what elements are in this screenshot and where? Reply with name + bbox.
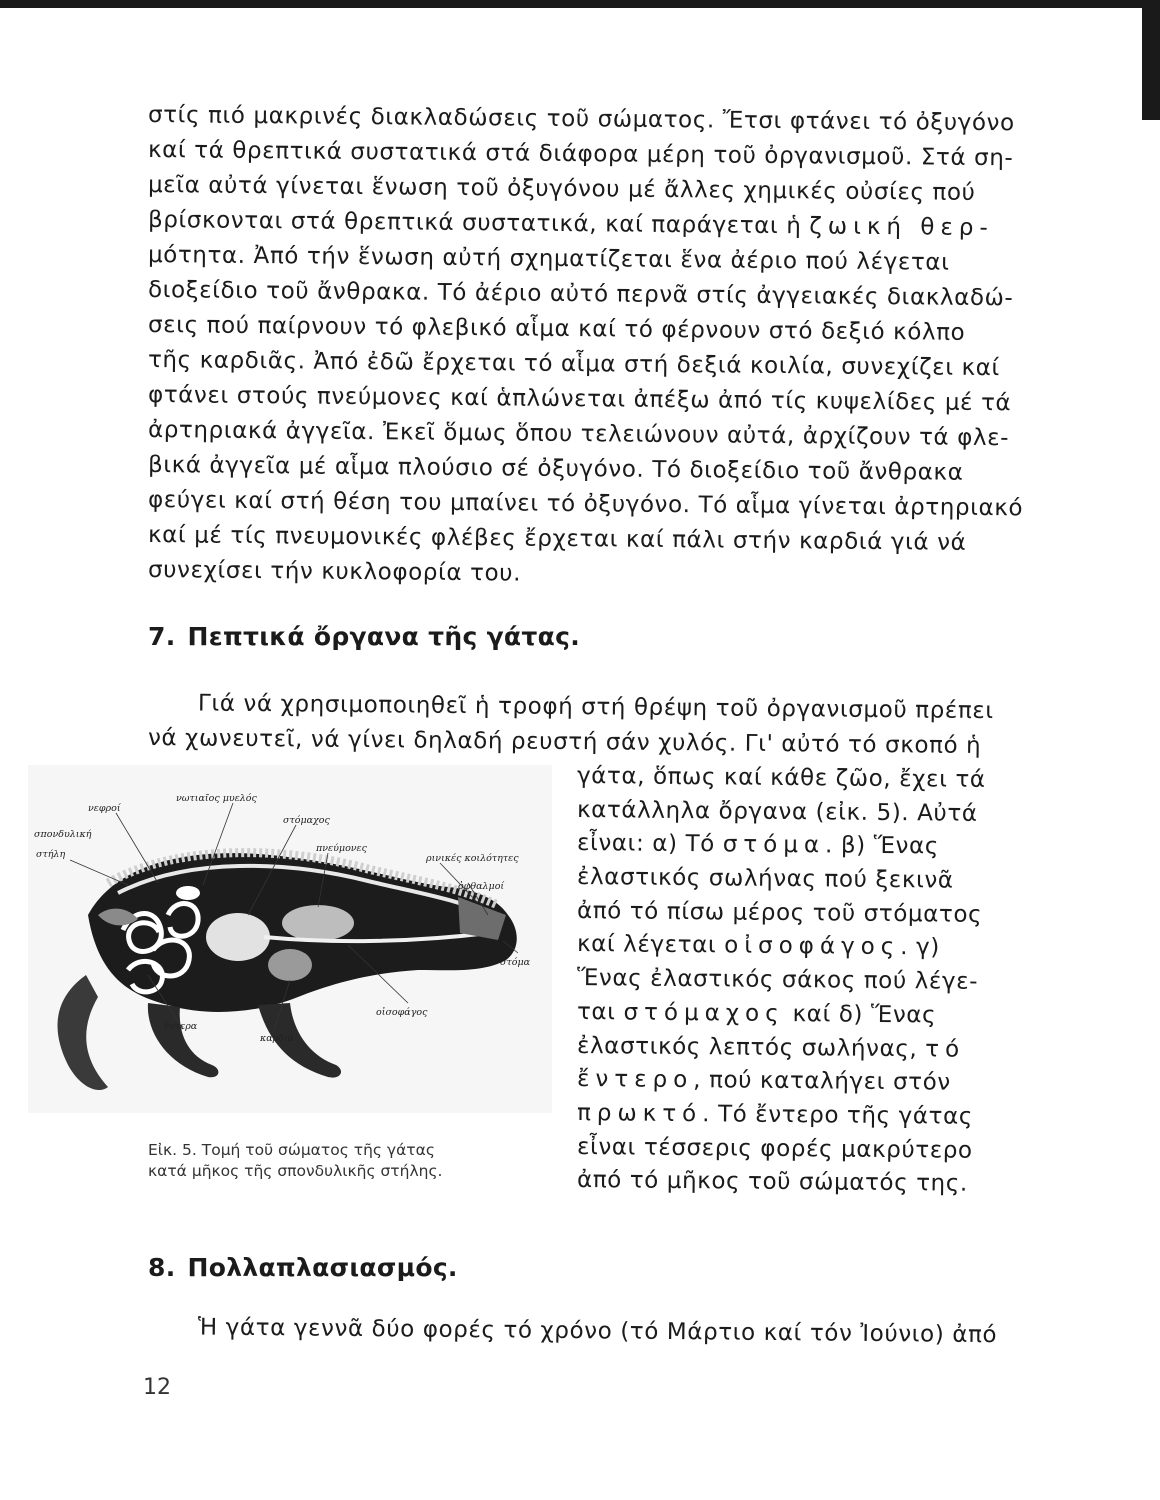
- text-line: [577, 928, 1032, 966]
- cat-anatomy-illustration: [28, 765, 552, 1113]
- text-line: διοξείδιο τοῦ ἄνθρακα. Τό ἀέριο αὐτό περνᾶ στίς ἀγγειακές διακλαδώ-: [147, 277, 1014, 312]
- figure-cat-section: [28, 765, 552, 1113]
- spaced-term: τό: [925, 1035, 966, 1063]
- caption-line: Εἰκ. 5. Τομή τοῦ σώματος τῆς γάτας: [148, 1141, 435, 1159]
- section-7-column: [577, 760, 1032, 1198]
- spaced-term: στόμα: [722, 831, 826, 859]
- text-segment: ἐλαστικός λεπτός σωλήνας,: [576, 1032, 918, 1062]
- text-line: τῆς καρδιᾶς. Ἀπό ἐδῶ ἔρχεται τό αἷμα στή δεξιά κοιλία, συνεχίζει καί: [147, 347, 1001, 382]
- text-line: σεις πού παίρνουν τό φλεβικό αἷμα καί τό φέρνουν στό δεξιό κόλπο: [147, 312, 966, 346]
- text-line: Γιά νά χρησιμοποιηθεῖ ἡ τροφή στή θρέψη τοῦ ὀργανισμοῦ πρέπει: [197, 690, 994, 725]
- text-line: Ἡ γάτα γεννᾶ δύο φορές τό χρόνο (τό Μάρτιο καί τόν Ἰούνιο) ἀπό: [197, 1314, 998, 1349]
- label-spine-a: σπονδυλική: [34, 829, 92, 840]
- text-segment: , πού καταλήγει στόν: [693, 1067, 951, 1096]
- text-line: καί τά θρεπτικά συστατικά στά διάφορα μέρη τοῦ ὀργανισμοῦ. Στά ση-: [147, 137, 1014, 172]
- text-line: ἀρτηριακά ἀγγεῖα. Ἐκεῖ ὅμως ὅπου τελειώνουν αὐτά, ἀρχίζουν τά φλε-: [147, 417, 1010, 452]
- text-line: [577, 1030, 1032, 1068]
- section-7-heading: [148, 622, 580, 651]
- page-number: 12: [143, 1375, 171, 1400]
- heart: [268, 949, 312, 981]
- text-line: εἶναι τέσσερις φορές μακρύτερο: [576, 1133, 973, 1164]
- stomach: [206, 913, 270, 961]
- text-line: συνεχίσει τήν κυκλοφορία του.: [147, 557, 522, 587]
- label-mouth: στόμα: [500, 957, 531, 968]
- text-segment: εἶναι: α) Τό: [576, 830, 715, 858]
- section-8-heading: [148, 1253, 458, 1282]
- text-line: καί μέ τίς πνευμονικές φλέβες ἔρχεται καί πάλι στήν καρδιά γιά νά: [147, 522, 967, 556]
- cat-tail: [58, 975, 108, 1090]
- text-segment: . γ): [900, 934, 940, 961]
- section-title: Πεπτικά ὄργανα τῆς γάτας.: [187, 622, 581, 651]
- section-8-text: [148, 1310, 1038, 1349]
- section-number: 8.: [148, 1253, 176, 1282]
- text-line: νά χωνευτεῖ, νά γίνει δηλαδή ρευστή σάν χυλός. Γι' αὐτό τό σκοπό ἡ: [147, 725, 982, 759]
- text-line: [577, 1097, 1032, 1135]
- paragraph-blood-circulation: [148, 98, 1038, 588]
- spaced-term: στόμαχος: [623, 999, 785, 1027]
- label-stomach: στόμαχος: [283, 815, 330, 826]
- text-segment: . β) Ἕνας: [824, 832, 940, 860]
- label-lungs: πνεύμονες: [316, 843, 367, 854]
- text-segment: βρίσκονται στά θρεπτικά συστατικά, καί παράγεται ἡ: [147, 207, 802, 240]
- text-line: ἐλαστικός σωλήνας πού ξεκινᾶ: [576, 864, 954, 894]
- text-line: ἀπό τό πίσω μέρος τοῦ στόματος: [576, 897, 983, 928]
- text-line: βικά ἀγγεῖα μέ αἷμα πλούσιο σέ ὀξυγόνο. Τό διοξείδιο τοῦ ἄνθρακα: [147, 452, 964, 486]
- label-esophagus: οἰσοφάγος: [376, 1007, 428, 1018]
- text-line: γάτα, ὅπως καί κάθε ζῶο, ἔχει τά: [576, 763, 986, 793]
- text-line: Ἕνας ἐλαστικός σάκος πού λέγε-: [576, 965, 979, 995]
- label-spine-b: στήλη: [36, 849, 66, 860]
- text-line: μεῖα αὐτά γίνεται ἕνωση τοῦ ὀξυγόνου μέ ἄλλες χημικές οὐσίες πού: [147, 172, 976, 206]
- label-intestines: ἔντερα: [164, 1021, 198, 1032]
- kidney: [176, 886, 200, 900]
- label-spinal-cord: νωτιαῖος μυελός: [176, 793, 257, 804]
- label-kidneys: νεφροί: [88, 803, 121, 814]
- lungs: [282, 905, 354, 941]
- text-line: [577, 996, 1032, 1034]
- section-7-intro: [147, 686, 1038, 759]
- caption-line: κατά μῆκος τῆς σπονδυλικῆς στήλης.: [148, 1162, 443, 1180]
- text-line: μότητα. Ἀπό τήν ἕνωση αὐτή σχηματίζεται ἕνα ἀέριο πού λέγεται: [147, 242, 950, 276]
- text-line: φεύγει καί στή θέση του μπαίνει τό ὀξυγόνο. Τό αἷμα γίνεται ἀρτηριακό: [147, 487, 1024, 522]
- text-line: κατάλληλα ὄργανα (εἰκ. 5). Αὐτά: [576, 796, 978, 827]
- text-line: φτάνει στούς πνεύμονες καί ἁπλώνεται ἀπέξω ἀπό τίς κυψελίδες μέ τά: [147, 382, 1012, 417]
- hind-leg: [148, 1003, 219, 1077]
- text-line: στίς πιό μακρινές διακλαδώσεις τοῦ σώματος. Ἔτσι φτάνει τό ὀξυγόνο: [147, 102, 1015, 137]
- spaced-term: ἔντερο: [576, 1066, 694, 1094]
- text-line: [577, 827, 1032, 865]
- text-segment: καί λέγεται: [576, 931, 717, 959]
- text-segment: ται: [576, 998, 616, 1026]
- section-number: 7.: [148, 622, 176, 651]
- label-nasal-cavities: ρινικές κοιλότητες: [426, 853, 519, 864]
- text-line: ἀπό τό μῆκος τοῦ σώματός της.: [576, 1167, 968, 1198]
- figure-caption: [148, 1140, 548, 1182]
- label-eyes: ὀφθαλμοί: [458, 881, 505, 892]
- spaced-term: οἰσοφάγος: [724, 932, 901, 961]
- label-heart: καρδιά: [260, 1033, 295, 1044]
- spaced-term: ζωική θερ-: [809, 213, 994, 242]
- text-segment: . Τό ἔντερο τῆς γάτας: [702, 1101, 974, 1130]
- spaced-term: πρωκτό: [576, 1099, 703, 1128]
- text-line: [577, 1063, 1032, 1101]
- text-segment: καί δ) Ἕνας: [792, 1000, 937, 1029]
- section-title: Πολλαπλασιασμός.: [187, 1253, 458, 1282]
